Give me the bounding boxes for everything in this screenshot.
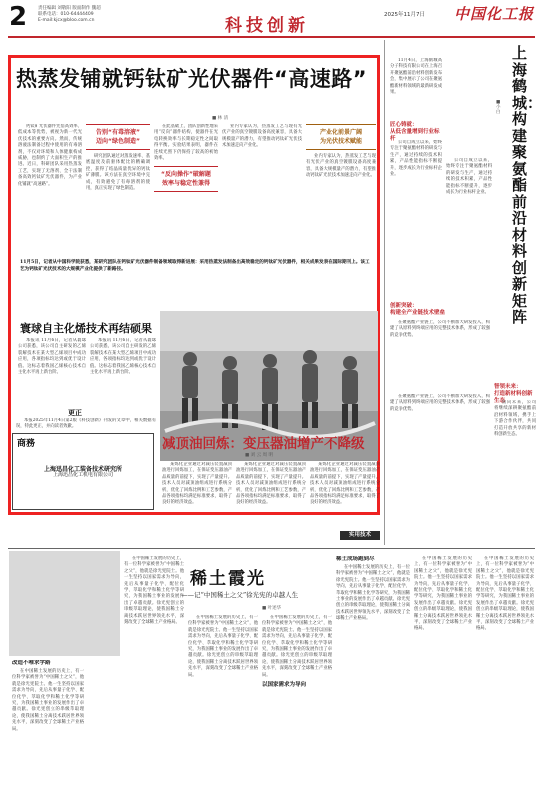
oil-byline: ■ 刘 云 周 明: [245, 453, 273, 458]
bottom-section-rule: [8, 548, 535, 549]
xiguang-subhead-2: 稀土成场跑到尽: [336, 556, 375, 562]
paragraph: 本报2025年11月4日第2版《科技创新》刊发的文章中，相关数据有误，特此更正，并向读者致歉。: [16, 418, 156, 430]
pullquote-green: 告别“有毒溶液” 迈向“绿色制造”: [86, 124, 150, 150]
newspaper-brand: 中国化工报: [454, 5, 535, 23]
page-number: 2: [9, 2, 28, 32]
xiguang-subhead-3: 以国家需求为导向: [262, 682, 307, 689]
xiguang-col-1: [12, 660, 84, 788]
paragraph: 11月4日，上海鹤城高分子科技有限公司在上海召开聚氨酯前沿材料创新发布会，集中展示了公司在聚氨酯新材料领域的最新研发成果。: [390, 58, 442, 96]
xiguang-headline: 稀土霞光: [190, 569, 266, 589]
issue-date: 2025年11月7日: [384, 12, 425, 18]
paragraph: 在中国稀土发展的历史上，有一位科学家被誉为“中国稀土之父”，他就是徐光宪院士。他一生坚持以国家需求为导向，先后从事量子化学、配位化学、萃取化学和稀土化学等研究，为我国稀土事业的发展作出了卓越贡献。徐光宪创立的串级萃取理论，使我国稀土分离技术跃居世界领先水平，深刻改变了全球稀土产业格局。: [124, 556, 184, 626]
paragraph: 公司自成立以来，始终专注于聚氨酯材料的研发与生产，通过持续的技术积累，产品性能指标不断提升，逐步成长为行业标杆企业。: [446, 158, 492, 196]
editor-line: 责任编辑 刘敬阳 版面制作 魏超: [38, 6, 101, 11]
correction-body: [16, 418, 156, 430]
paragraph: 在中国稀土发展的历史上，有一位科学家被誉为“中国稀土之父”，他就是徐光宪院士。他一生坚持以国家需求为导向，先后从事量子化学、配位化学、萃取化学和稀土化学等研究，为我国稀土事业的发展作出了卓越贡献。徐光宪创立的串级萃取理论，使我国稀土分离技术跃居世界领先水平，深刻改变了全球稀土产业格局。: [336, 565, 410, 622]
ad-company-subtitle: 上海迅昌化工机电有限公司: [52, 472, 113, 478]
paragraph: 在中国稀土发展的历史上，有一位科学家被誉为“中国稀土之父”，他就是徐光宪院士。他一生坚持以国家需求为导向，先后从事量子化学、配位化学、萃取化学和稀土化学等研究，为我国稀土事业的发展作出了卓越贡献。徐光宪创立的串级萃取理论，使我国稀土分离技术跃居世界领先水平，深刻改变了全球稀土产业格局。: [476, 556, 534, 632]
xiguang-col-3: [188, 615, 258, 788]
xiguang-col-2: [124, 556, 184, 788]
xiguang-byline: ■ 叶述华: [262, 606, 282, 611]
shanghai-body-2: [390, 320, 490, 390]
paragraph: 在此基础上，团队创新性地采用“反向”器件结构，使器件在光电转换效率与长期稳定性之间取得平衡。实验结果表明，器件在连续光照下仍保持了较高的初始效率。: [154, 124, 218, 162]
shanghai-body-3: [494, 400, 536, 544]
column-divider: [384, 40, 385, 545]
paragraph: 在中国稀土发展的历史上，有一位科学家被誉为“中国稀土之父”，他就是徐光宪院士。他一生坚持以国家需求为导向，先后从事量子化学、配位化学、萃取化学和稀土化学等研究，为我国稀土事业的发展作出了卓越贡献。徐光宪创立的串级萃取理论，使我国稀土分离技术跃居世界领先水平，深刻改变了全球稀土产业格局。: [12, 669, 84, 732]
header-rule: [8, 36, 535, 38]
correction-title: 更正: [68, 409, 82, 417]
section-title: 科技创新: [225, 16, 309, 36]
pullquote-industry: 产业化前景广阔 为光伏技术赋能: [306, 124, 376, 150]
practical-tech-tag: 实用技术: [340, 531, 380, 540]
graphene-body-col-2: [90, 338, 156, 403]
shanghai-body-2b: [390, 394, 490, 544]
paragraph: 某炼化企业通过对减压装置减顶油进行回炼加工，在保证变压器油产品质量的前提下，实现了产量提升。技术人员对减顶油组成进行系统分析，优化了回炼比例和工艺参数，产品各项指标均满足标准要求，取得了良好的经济效益。: [310, 462, 380, 506]
paragraph: 钙钛矿光伏器件凭借高效率、低成本等优势，被视为新一代光伏技术的重要方向。然而，传统溶液法制备过程中使用的有毒溶剂，不仅对环境和人体健康构成威胁，也制约了大面积生产的推进。近日，科研团队采用热蒸发工艺，实现了无溶剂、全干法制备高效钙钛矿光伏器件，为产业化铺就“高速路”。: [18, 124, 82, 187]
paragraph: 在中国稀土发展的历史上，有一位科学家被誉为“中国稀土之父”，他就是徐光宪院士。他一生坚持以国家需求为导向，先后从事量子化学、配位化学、萃取化学和稀土化学等研究，为我国稀土事业的发展作出了卓越贡献。徐光宪创立的串级萃取理论，使我国稀土分离技术跃居世界领先水平，深刻改变了全球稀土产业格局。: [414, 556, 472, 632]
editor-info: [38, 6, 101, 24]
graphene-body-col-1: [18, 338, 86, 403]
paragraph: 研究团队通过对蒸发速率、基底温度及前驱体配比的精确调控，获得了结晶质量优异的钙钛矿薄膜。该方法在真空环境中完成，有效避免了有毒溶剂的使用，真正实现了绿色制造。: [86, 154, 150, 192]
shanghai-subhead-3: 智领未来： 打造新材料创新生态: [494, 384, 533, 404]
pullquote-reverse: “反向操作”破解题 效率与稳定性兼得: [154, 166, 218, 192]
oil-headline: 减顶油回炼：变压器油增产不降级: [162, 436, 365, 452]
paragraph: 在聚氨酯产业链上，公司不断加大研发投入，构建了从原料到终端应用的完整技术体系，形成了较强的竞争优势。: [390, 394, 490, 412]
xiguang-subtitle: ——记“中国稀土之父”徐光宪的卓越人生: [181, 591, 299, 599]
page-header: [0, 0, 543, 37]
lead-headline: 热蒸发铺就钙钛矿光伏器件“高速路”: [16, 67, 368, 91]
paragraph: 公司自成立以来，始终专注于聚氨酯材料的研发与生产，通过持续的技术积累，产品性能指标不断提升，逐步成长为行业标杆企业。: [390, 140, 442, 178]
lead-body-col-2: [86, 124, 150, 254]
ad-title: 商務: [17, 439, 36, 449]
ad-company: 上海迅昌化工装备技术研究所: [43, 466, 122, 473]
lead-col5-text: [306, 154, 376, 180]
paragraph: 某炼化企业通过对减压装置减顶油进行回炼加工，在保证变压器油产品质量的前提下，实现了产量提升。技术人员对减顶油组成进行系统分析，优化了回炼比例和工艺参数，产品各项指标均满足标准要求，取得了良好的经济效益。: [236, 462, 306, 506]
lead-body-col-4: [222, 124, 302, 254]
shanghai-body-1b: [446, 158, 492, 298]
paragraph: 本报讯 11月6日，记者从寰球公司获悉，该公司自主研发的乙烯裂解技术在某大型乙烯项目中成功应用，各项指标均达到或优于设计值。这标志着我国乙烯核心技术自主化水平再上新台阶。: [90, 338, 156, 376]
paragraph: 业内专家认为，热蒸发工艺与现有光伏产业的真空镀膜设备高度兼容，具备大规模量产的潜力，有望推动钙钛矿光伏技术加速走向产业化。: [222, 124, 302, 149]
xiguang-col-7: [476, 556, 534, 788]
ad-box: [12, 433, 154, 510]
shanghai-headline: 上海鹤城：构建聚氨酯前沿材料创新矩阵: [512, 44, 543, 326]
xiguang-col-5: [336, 556, 410, 788]
xiguang-col-6: [414, 556, 472, 788]
phone-line: 联系电话：010-64444409: [38, 12, 94, 17]
paragraph: 在中国稀土发展的历史上，有一位科学家被誉为“中国稀土之父”，他就是徐光宪院士。他一生坚持以国家需求为导向，先后从事量子化学、配位化学、萃取化学和稀土化学等研究，为我国稀土事业的发展作出了卓越贡献。徐光宪创立的串级萃取理论，使我国稀土分离技术跃居世界领先水平，深刻改变了全球稀土产业格局。: [262, 615, 332, 678]
paragraph: 业内专家认为，热蒸发工艺与现有光伏产业的真空镀膜设备高度兼容，具备大规模量产的潜力，有望推动钙钛矿光伏技术加速走向产业化。: [306, 154, 376, 179]
email-line: E-mail:kjcx@bloo.com.cn: [38, 18, 95, 23]
paragraph: 在中国稀土发展的历史上，有一位科学家被誉为“中国稀土之父”，他就是徐光宪院士。他一生坚持以国家需求为导向，先后从事量子化学、配位化学、萃取化学和稀土化学等研究，为我国稀土事业的发展作出了卓越贡献。徐光宪创立的串级萃取理论，使我国稀土分离技术跃居世界领先水平，深刻改变了全球稀土产业格局。: [188, 615, 258, 678]
lead-summary: 11月5日，记者从中国科学院获悉，某研究团队在钙钛矿光伏器件制备领域取得新进展：采用热蒸发法制备出高效稳定的钙钛矿光伏器件，相关成果发表在国际期刊上。该工艺为钙钛矿光伏技术的大规模产业化提供了新路径。: [20, 260, 370, 272]
paragraph: 面向未来，公司将继续深耕聚氨酯前沿材料领域，携手上下游合作伙伴，共同打造开放共享的新材料创新生态。: [494, 400, 536, 438]
graphene-headline: 寰球自主化烯技术再结硕果: [20, 322, 152, 335]
lead-byline: ■ 林 清: [212, 116, 229, 121]
portrait-photo: [9, 551, 120, 656]
xiguang-subhead-1: 改造不唯求学路: [12, 660, 51, 666]
paragraph: 在聚氨酯产业链上，公司不断加大研发投入，构建了从原料到终端应用的完整技术体系，形成了较强的竞争优势。: [390, 320, 490, 338]
paragraph: 某炼化企业通过对减压装置减顶油进行回炼加工，在保证变压器油产品质量的前提下，实现了产量提升。技术人员对减顶油组成进行系统分析，优化了回炼比例和工艺参数，产品各项指标均满足标准要求，取得了良好的经济效益。: [162, 462, 232, 506]
shanghai-subhead-1: 匠心铸就： 从低含量增到行业标杆: [390, 122, 440, 142]
shanghai-subhead-2: 创新突破： 构建全产业链技术壁垒: [390, 303, 446, 316]
lead-body-col-5: [306, 124, 376, 254]
lead-body-col-3: [154, 124, 218, 254]
shanghai-intro: [390, 58, 442, 118]
shanghai-body-1: [390, 140, 442, 300]
oil-body-col-3: [310, 462, 380, 528]
shanghai-byline: ■ 小 白: [496, 100, 501, 115]
paragraph: 本报讯 11月6日，记者从寰球公司获悉，该公司自主研发的乙烯裂解技术在某大型乙烯项目中成功应用，各项指标均达到或优于设计值。这标志着我国乙烯核心技术自主化水平再上新台阶。: [18, 338, 86, 376]
xiguang-col-4: [262, 615, 332, 788]
oil-body-col-1: [162, 462, 232, 544]
oil-body-col-2: [236, 462, 306, 544]
lead-body-col-1: [18, 124, 82, 254]
